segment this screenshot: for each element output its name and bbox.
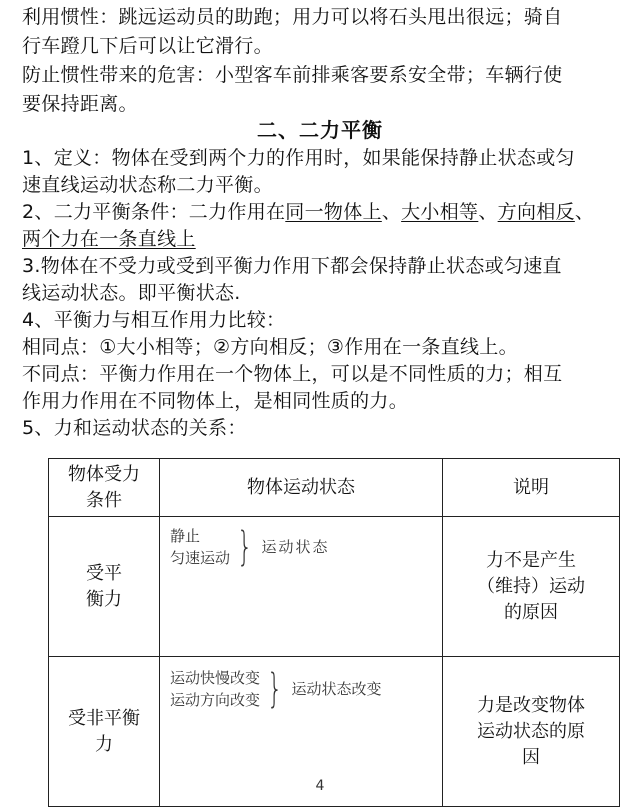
differences-line-1: 不同点：平衡力作用在一个物体上，可以是不同性质的力；相互 (22, 363, 563, 385)
balance-state-line-1: 3.物体在不受力或受到平衡力作用下都会保持静止状态或匀速直 (22, 255, 562, 277)
condition-same-line: 两个力在一条直线上 (22, 228, 196, 250)
differences-line-2: 作用力作用在不同物体上，是相同性质的力。 (22, 390, 409, 412)
header-force-condition: 物体受力 条件 (49, 459, 160, 517)
condition-opposite-direction: 方向相反 (497, 201, 575, 223)
similarities-line: 相同点：①大小相等；②方向相反；③作用在一条直线上。 (22, 336, 518, 358)
curly-brace-icon: } (267, 666, 283, 712)
comparison-heading: 4、平衡力与相互作用力比较： (22, 309, 286, 331)
separator: 、 (574, 201, 595, 223)
section-title: 二、二力平衡 (257, 118, 383, 142)
balance-conditions-line-1 (22, 199, 622, 225)
inertia-use-line-2: 行车蹬几下后可以让它滑行。 (22, 35, 273, 57)
state-result: 运动状态改变 (291, 680, 382, 698)
balance-state-line-2: 线运动状态。即平衡状态. (22, 282, 241, 304)
inertia-harm-line-2: 要保持距离。 (22, 93, 138, 115)
curly-brace-icon: } (237, 524, 253, 570)
state-result: 运动状态 (261, 538, 330, 556)
inertia-harm-line-1: 防止惯性带来的危害：小型客车前排乘客要系安全带；车辆行使 (22, 64, 563, 86)
definition-line-1: 1、定义：物体在受到两个力的作用时，如果能保持静止状态或匀 (22, 147, 575, 169)
force-motion-heading: 5、力和运动状态的关系： (22, 417, 247, 439)
separator: 、 (381, 201, 402, 223)
definition-line-2: 速直线运动状态称二力平衡。 (22, 174, 273, 196)
state-brace-group (170, 667, 381, 711)
page-number: 4 (315, 778, 325, 794)
state-item: 匀速运动 (170, 549, 231, 567)
header-motion-state: 物体运动状态 (160, 459, 443, 517)
condition-same-object: 同一物体上 (285, 201, 382, 223)
state-item: 运动方向改变 (170, 691, 261, 709)
condition-equal-magnitude: 大小相等 (401, 201, 479, 223)
conditions-prefix: 2、二力平衡条件：二力作用在 (22, 201, 286, 223)
inertia-use-line-1: 利用惯性：跳远运动员的助跑；用力可以将石头甩出很远；骑自 (22, 6, 563, 28)
cond-balanced-force: 受平 衡力 (49, 517, 160, 657)
cond-unbalanced-force: 受非平衡 力 (49, 657, 160, 807)
table-row (49, 517, 620, 657)
explanation-cell: 力不是产生 （维持）运动 的原因 (443, 517, 620, 657)
motion-state-cell (160, 517, 443, 657)
force-motion-table (48, 458, 620, 807)
balance-conditions-line-2 (22, 226, 622, 252)
table-header-row (49, 459, 620, 517)
state-item: 运动快慢改变 (170, 669, 261, 687)
state-brace-group (170, 525, 329, 569)
explanation-cell: 力是改变物体 运动状态的原 因 (443, 657, 620, 807)
header-explanation: 说明 (443, 459, 620, 517)
separator: 、 (478, 201, 498, 223)
state-item: 静止 (170, 527, 201, 545)
